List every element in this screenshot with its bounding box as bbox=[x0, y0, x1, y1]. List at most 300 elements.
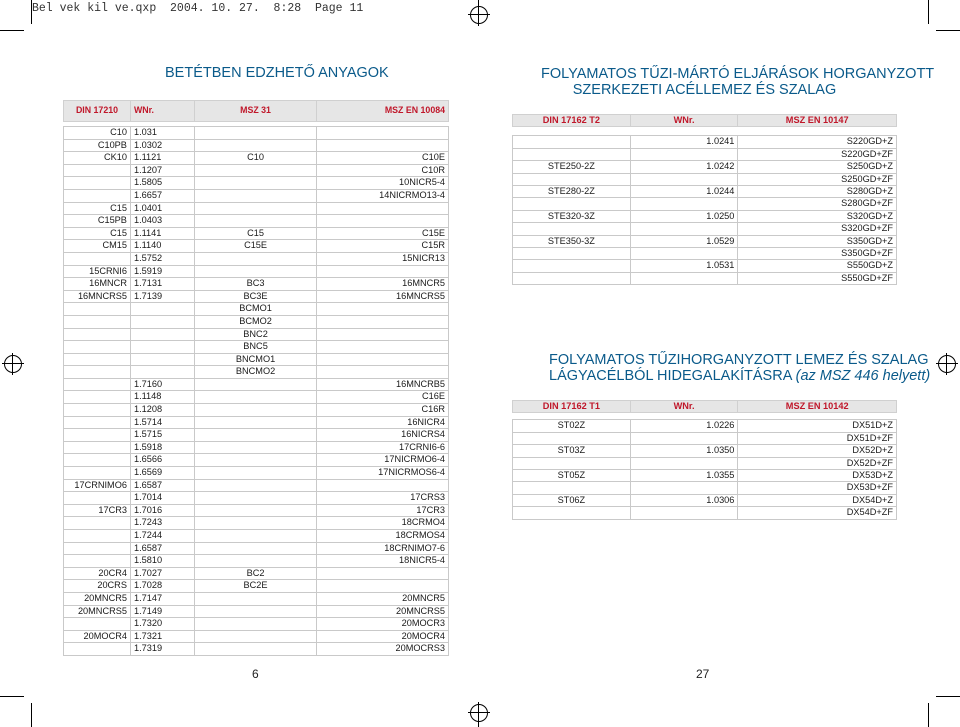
table-cell bbox=[194, 378, 317, 391]
table-cell: DX53D+Z bbox=[738, 470, 897, 482]
table-cell: STE350-3Z bbox=[513, 235, 631, 247]
table-cell: C10 bbox=[194, 152, 317, 165]
table-cell: S250GD+Z bbox=[738, 161, 897, 173]
table-cell bbox=[194, 391, 317, 404]
table-cell bbox=[513, 198, 631, 210]
table-cell bbox=[317, 479, 449, 492]
table-row bbox=[64, 164, 449, 177]
table-cell bbox=[317, 139, 449, 152]
table-cell: 10NICR5-4 bbox=[317, 177, 449, 190]
table-cell: 1.7319 bbox=[130, 643, 194, 656]
table-cell bbox=[317, 353, 449, 366]
table-row bbox=[513, 136, 897, 148]
table-cell: STE320-3Z bbox=[513, 210, 631, 222]
table-cell: 1.031 bbox=[130, 127, 194, 140]
table-cell: 1.1140 bbox=[130, 240, 194, 253]
table-cell: 1.0302 bbox=[130, 139, 194, 152]
table-cell: 17CRS3 bbox=[317, 492, 449, 505]
table-cell bbox=[194, 202, 317, 215]
table-row bbox=[64, 479, 449, 492]
crop-mark bbox=[0, 30, 24, 31]
table-cell bbox=[630, 223, 738, 235]
table-cell: 1.0306 bbox=[630, 494, 738, 506]
table-row bbox=[513, 470, 897, 482]
table-cell: 1.0250 bbox=[630, 210, 738, 222]
table-cell: S280GD+Z bbox=[738, 186, 897, 198]
table-cell: 15NICR13 bbox=[317, 252, 449, 265]
table-cell: ST05Z bbox=[513, 470, 631, 482]
table-cell: 17NICRMOS6-4 bbox=[317, 467, 449, 480]
crop-mark bbox=[928, 703, 929, 727]
table-cell: STE280-2Z bbox=[513, 186, 631, 198]
table-cell bbox=[194, 530, 317, 543]
table-cell: BNCMO1 bbox=[194, 353, 317, 366]
table-cell bbox=[64, 643, 131, 656]
table-cell bbox=[513, 136, 631, 148]
right-title-2-main: LÁGYACÉLBÓL HIDEGALAKÍTÁSRA bbox=[549, 368, 792, 384]
table-cell bbox=[513, 457, 631, 469]
table-cell bbox=[194, 504, 317, 517]
table-cell: 1.5714 bbox=[130, 416, 194, 429]
table-cell: 20CR4 bbox=[64, 567, 131, 580]
table-row bbox=[64, 341, 449, 354]
table-cell: 1.7028 bbox=[130, 580, 194, 593]
table-cell: ST02Z bbox=[513, 420, 631, 432]
table-cell bbox=[194, 164, 317, 177]
table-cell bbox=[317, 303, 449, 316]
table-cell bbox=[64, 164, 131, 177]
table-cell bbox=[513, 148, 631, 160]
table-cell bbox=[130, 328, 194, 341]
table-row bbox=[64, 618, 449, 631]
right-title-1-line-1: FOLYAMATOS TŰZI-MÁRTÓ ELJÁRÁSOK HORGANYZOTT bbox=[541, 66, 935, 82]
table-row bbox=[64, 139, 449, 152]
table-cell bbox=[194, 454, 317, 467]
table-row bbox=[64, 252, 449, 265]
table-cell: 1.7149 bbox=[130, 605, 194, 618]
right-title-2-italic: (az MSZ 446 helyett) bbox=[795, 368, 931, 384]
table-cell: 1.5810 bbox=[130, 555, 194, 568]
table-cell: 1.7014 bbox=[130, 492, 194, 505]
table-row bbox=[64, 265, 449, 278]
table-row bbox=[64, 378, 449, 391]
table-cell: 1.0241 bbox=[630, 136, 738, 148]
table-row bbox=[64, 630, 449, 643]
table-cell: 1.1208 bbox=[130, 404, 194, 417]
table-cell: 1.0355 bbox=[630, 470, 738, 482]
table-cell: 16NICRS4 bbox=[317, 429, 449, 442]
table-row bbox=[64, 290, 449, 303]
table-cell: 20MNCR5 bbox=[317, 592, 449, 605]
table-cell: 1.0350 bbox=[630, 445, 738, 457]
right-title-1-line-2: SZERKEZETI ACÉLLEMEZ ÉS SZALAG bbox=[572, 82, 837, 98]
table-cell bbox=[630, 272, 738, 284]
table-cell: C15 bbox=[64, 227, 131, 240]
table-cell bbox=[194, 127, 317, 140]
table-cell: 1.5918 bbox=[130, 441, 194, 454]
table-cell bbox=[194, 177, 317, 190]
table-cell: 17CRNI6-6 bbox=[317, 441, 449, 454]
table-cell bbox=[194, 429, 317, 442]
table-row bbox=[64, 202, 449, 215]
table-cell bbox=[317, 580, 449, 593]
table-row bbox=[64, 492, 449, 505]
table-row bbox=[64, 517, 449, 530]
table-cell: 1.7321 bbox=[130, 630, 194, 643]
right-title-2-line-2 bbox=[549, 368, 930, 384]
table-cell: S220GD+Z bbox=[738, 136, 897, 148]
column-header: MSZ EN 10084 bbox=[317, 101, 449, 122]
table-cell: 1.7027 bbox=[130, 567, 194, 580]
table-cell: 17NICRMO6-4 bbox=[317, 454, 449, 467]
table-cell: S320GD+Z bbox=[738, 210, 897, 222]
table-cell bbox=[317, 202, 449, 215]
table-cell bbox=[194, 517, 317, 530]
table-row bbox=[513, 507, 897, 519]
table-cell: 1.7139 bbox=[130, 290, 194, 303]
table-row bbox=[513, 494, 897, 506]
column-header: MSZ 31 bbox=[194, 101, 317, 122]
table-cell: 1.6587 bbox=[130, 542, 194, 555]
table-cell bbox=[64, 618, 131, 631]
table-cell: BC2 bbox=[194, 567, 317, 580]
table-cell: 20MOCRS3 bbox=[317, 643, 449, 656]
table-row bbox=[64, 530, 449, 543]
table-row bbox=[513, 148, 897, 160]
registration-mark-icon bbox=[468, 702, 490, 724]
table-row bbox=[64, 215, 449, 228]
table-cell: C10E bbox=[317, 152, 449, 165]
table-cell: 1.1207 bbox=[130, 164, 194, 177]
table-cell bbox=[64, 467, 131, 480]
table-cell bbox=[317, 341, 449, 354]
table-cell: 20MOCR4 bbox=[64, 630, 131, 643]
table-cell: S350GD+Z bbox=[738, 235, 897, 247]
right-title-1 bbox=[541, 66, 935, 98]
table-cell bbox=[194, 479, 317, 492]
table-cell: 1.7160 bbox=[130, 378, 194, 391]
table-cell bbox=[194, 643, 317, 656]
table-row bbox=[64, 303, 449, 316]
table-cell: C15 bbox=[64, 202, 131, 215]
right-title-2 bbox=[549, 352, 930, 384]
table-cell: C10 bbox=[64, 127, 131, 140]
right-title-2-line-1: FOLYAMATOS TŰZIHORGANYZOTT LEMEZ ÉS SZALAG bbox=[549, 352, 929, 368]
table-cell: 1.1141 bbox=[130, 227, 194, 240]
table-row bbox=[64, 391, 449, 404]
table-cell bbox=[513, 432, 631, 444]
table-row bbox=[513, 235, 897, 247]
registration-mark-icon bbox=[936, 353, 958, 375]
table-cell: 15CRNI6 bbox=[64, 265, 131, 278]
table-cell: 1.5805 bbox=[130, 177, 194, 190]
table-cell bbox=[194, 492, 317, 505]
table-cell: 1.6657 bbox=[130, 189, 194, 202]
table-row bbox=[64, 177, 449, 190]
column-header: DIN 17210 bbox=[64, 101, 131, 122]
page-number-right: 27 bbox=[696, 667, 710, 681]
table-cell bbox=[64, 404, 131, 417]
table-cell bbox=[630, 482, 738, 494]
table-cell: 1.7147 bbox=[130, 592, 194, 605]
table-cell: BNC5 bbox=[194, 341, 317, 354]
table-cell: 1.0226 bbox=[630, 420, 738, 432]
table-cell: C15PB bbox=[64, 215, 131, 228]
column-header: WNr. bbox=[130, 101, 194, 122]
table-header-row bbox=[513, 401, 897, 413]
table-cell: C15E bbox=[317, 227, 449, 240]
table-cell bbox=[64, 177, 131, 190]
table-cell bbox=[64, 391, 131, 404]
column-header: MSZ EN 10147 bbox=[738, 115, 897, 127]
table-cell: 20MOCR4 bbox=[317, 630, 449, 643]
table-cell: 14NICRMO13-4 bbox=[317, 189, 449, 202]
table-cell: 18CRMOS4 bbox=[317, 530, 449, 543]
table-cell: 1.5919 bbox=[130, 265, 194, 278]
table-cell: 1.0244 bbox=[630, 186, 738, 198]
table-cell bbox=[64, 530, 131, 543]
table-cell: 17CR3 bbox=[317, 504, 449, 517]
table-row bbox=[64, 240, 449, 253]
table-cell: 1.5752 bbox=[130, 252, 194, 265]
table-cell: 20MNCR5 bbox=[64, 592, 131, 605]
table-cell: 1.1121 bbox=[130, 152, 194, 165]
table-row bbox=[64, 454, 449, 467]
table-row bbox=[513, 272, 897, 284]
table-cell bbox=[64, 315, 131, 328]
crop-mark bbox=[31, 703, 32, 727]
table-cell: 16MNCRS5 bbox=[317, 290, 449, 303]
crop-mark bbox=[928, 0, 929, 24]
print-slug: Bel vek kil ve.qxp 2004. 10. 27. 8:28 Page 11 bbox=[32, 2, 364, 15]
table-cell: C15R bbox=[317, 240, 449, 253]
table-cell: 1.0403 bbox=[130, 215, 194, 228]
table-header-row bbox=[513, 115, 897, 127]
column-header: WNr. bbox=[630, 401, 738, 413]
column-header: MSZ EN 10142 bbox=[738, 401, 897, 413]
table-cell: 1.7244 bbox=[130, 530, 194, 543]
table-cell: C10PB bbox=[64, 139, 131, 152]
table-cell bbox=[194, 542, 317, 555]
table-row bbox=[64, 429, 449, 442]
table-cell bbox=[194, 404, 317, 417]
table-cell bbox=[194, 252, 317, 265]
table-row bbox=[64, 189, 449, 202]
table-cell bbox=[630, 173, 738, 185]
table-cell bbox=[64, 328, 131, 341]
page-number-left: 6 bbox=[252, 667, 259, 681]
table-cell bbox=[64, 517, 131, 530]
table-row bbox=[64, 278, 449, 291]
table-cell bbox=[64, 189, 131, 202]
table-cell: S550GD+ZF bbox=[738, 272, 897, 284]
table-cell bbox=[130, 353, 194, 366]
table-row bbox=[64, 504, 449, 517]
table-cell: 16NICR4 bbox=[317, 416, 449, 429]
table-cell: DX54D+ZF bbox=[738, 507, 897, 519]
table-cell bbox=[130, 315, 194, 328]
table-cell: S320GD+ZF bbox=[738, 223, 897, 235]
table-cell bbox=[317, 366, 449, 379]
table-cell bbox=[513, 223, 631, 235]
table-cell: BNCMO2 bbox=[194, 366, 317, 379]
table-row bbox=[64, 567, 449, 580]
table-cell: 1.6566 bbox=[130, 454, 194, 467]
table-cell bbox=[194, 555, 317, 568]
table-row bbox=[513, 223, 897, 235]
table-cell: DX51D+Z bbox=[738, 420, 897, 432]
table-row bbox=[64, 441, 449, 454]
table-cell bbox=[64, 492, 131, 505]
table-row bbox=[513, 457, 897, 469]
table-cell bbox=[630, 248, 738, 260]
table-cell: 1.5715 bbox=[130, 429, 194, 442]
table-cell: DX51D+ZF bbox=[738, 432, 897, 444]
table-cell bbox=[513, 260, 631, 272]
coated-steel-table bbox=[512, 114, 897, 285]
table-row bbox=[64, 643, 449, 656]
table-cell bbox=[64, 303, 131, 316]
steel-grades-table bbox=[63, 100, 449, 656]
table-cell: DX52D+Z bbox=[738, 445, 897, 457]
table-row bbox=[64, 605, 449, 618]
table-cell: S550GD+Z bbox=[738, 260, 897, 272]
table-cell: DX54D+Z bbox=[738, 494, 897, 506]
table-cell bbox=[194, 618, 317, 631]
table-cell: 16MNCR bbox=[64, 278, 131, 291]
left-page-title: BETÉTBEN EDZHETŐ ANYAGOK bbox=[165, 65, 389, 81]
table-cell bbox=[317, 567, 449, 580]
table-cell bbox=[513, 173, 631, 185]
table-cell bbox=[194, 630, 317, 643]
table-cell: 16MNCRB5 bbox=[317, 378, 449, 391]
table-row bbox=[513, 420, 897, 432]
table-cell: BC3E bbox=[194, 290, 317, 303]
table-row bbox=[513, 432, 897, 444]
table-cell bbox=[513, 482, 631, 494]
table-row bbox=[64, 416, 449, 429]
table-cell bbox=[194, 441, 317, 454]
registration-mark-icon bbox=[468, 4, 490, 26]
table-cell bbox=[64, 252, 131, 265]
table-row bbox=[64, 353, 449, 366]
table-cell bbox=[630, 432, 738, 444]
table-row bbox=[513, 198, 897, 210]
table-row bbox=[64, 328, 449, 341]
table-cell bbox=[64, 441, 131, 454]
table-row bbox=[513, 482, 897, 494]
table-cell: 1.0531 bbox=[630, 260, 738, 272]
table-row bbox=[64, 592, 449, 605]
column-header: DIN 17162 T1 bbox=[513, 401, 631, 413]
table-row bbox=[513, 173, 897, 185]
table-cell: 1.7016 bbox=[130, 504, 194, 517]
table-cell bbox=[630, 457, 738, 469]
table-row bbox=[513, 210, 897, 222]
table-cell bbox=[194, 265, 317, 278]
table-header-row bbox=[64, 101, 449, 122]
table-cell: 20MNCRS5 bbox=[317, 605, 449, 618]
table-cell: ST06Z bbox=[513, 494, 631, 506]
column-header: WNr. bbox=[630, 115, 738, 127]
table-cell bbox=[64, 429, 131, 442]
table-cell: S280GD+ZF bbox=[738, 198, 897, 210]
table-cell: 16MNCR5 bbox=[317, 278, 449, 291]
table-cell: CK10 bbox=[64, 152, 131, 165]
table-row bbox=[64, 152, 449, 165]
table-cell bbox=[194, 189, 317, 202]
table-cell bbox=[194, 605, 317, 618]
table-cell bbox=[64, 378, 131, 391]
table-row bbox=[64, 542, 449, 555]
table-cell: ST03Z bbox=[513, 445, 631, 457]
crop-mark bbox=[936, 696, 960, 697]
table-cell bbox=[513, 248, 631, 260]
table-cell: 1.7131 bbox=[130, 278, 194, 291]
table-cell: 1.0401 bbox=[130, 202, 194, 215]
table-cell bbox=[317, 328, 449, 341]
table-cell: 16MNCRS5 bbox=[64, 290, 131, 303]
table-cell: BC3 bbox=[194, 278, 317, 291]
table-cell bbox=[64, 366, 131, 379]
table-row bbox=[64, 580, 449, 593]
table-cell: S250GD+ZF bbox=[738, 173, 897, 185]
table-cell bbox=[194, 215, 317, 228]
table-cell: C15E bbox=[194, 240, 317, 253]
table-row bbox=[513, 260, 897, 272]
table-cell bbox=[630, 148, 738, 160]
table-cell: C16E bbox=[317, 391, 449, 404]
table-cell: DX53D+ZF bbox=[738, 482, 897, 494]
table-cell: STE250-2Z bbox=[513, 161, 631, 173]
table-row bbox=[513, 161, 897, 173]
table-row bbox=[513, 248, 897, 260]
table-cell: 1.1148 bbox=[130, 391, 194, 404]
table-cell bbox=[194, 592, 317, 605]
table-cell bbox=[64, 555, 131, 568]
table-cell: BCMO1 bbox=[194, 303, 317, 316]
table-cell: BC2E bbox=[194, 580, 317, 593]
table-cell: CM15 bbox=[64, 240, 131, 253]
table-row bbox=[64, 404, 449, 417]
table-cell bbox=[317, 127, 449, 140]
table-cell bbox=[64, 353, 131, 366]
table-cell bbox=[317, 315, 449, 328]
table-cell: DX52D+ZF bbox=[738, 457, 897, 469]
table-cell bbox=[64, 416, 131, 429]
table-cell bbox=[317, 215, 449, 228]
table-cell bbox=[630, 198, 738, 210]
table-cell: 20MOCR3 bbox=[317, 618, 449, 631]
crop-mark bbox=[936, 30, 960, 31]
table-cell: 18CRMO4 bbox=[317, 517, 449, 530]
table-row bbox=[513, 186, 897, 198]
table-cell: C10R bbox=[317, 164, 449, 177]
table-cell: 1.0529 bbox=[630, 235, 738, 247]
registration-mark-icon bbox=[2, 353, 24, 375]
table-cell bbox=[64, 542, 131, 555]
table-cell bbox=[194, 416, 317, 429]
table-cell: S350GD+ZF bbox=[738, 248, 897, 260]
table-cell bbox=[130, 341, 194, 354]
table-row bbox=[64, 366, 449, 379]
table-cell bbox=[513, 507, 631, 519]
table-cell bbox=[130, 303, 194, 316]
table-cell: 18NICR5-4 bbox=[317, 555, 449, 568]
table-row bbox=[64, 127, 449, 140]
table-cell bbox=[194, 467, 317, 480]
crop-mark bbox=[31, 0, 32, 24]
